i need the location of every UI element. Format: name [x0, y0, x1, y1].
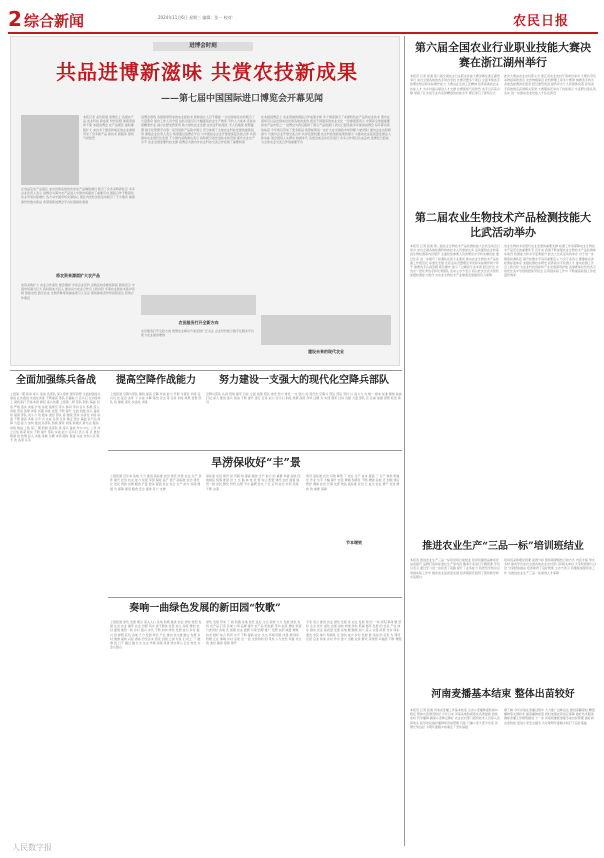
lower-body-1a: 上级报道 近年来 各地 大力 推进 高标准 农田 建设 改善 农业 生产 条件 提升 农田 抗灾 能力 实现 旱涝 保收 高产 稳产 高标准 农田 建设 让 农民 得到 实惠 粮食 产量 稳步 提高 农业 综合 生产 能力 持续 增强 为 保障 国家 粮食 安全 提供 有力 支撑: [110, 474, 202, 491]
middle-body-col2: 上级报道 空降兵部队 围绕 提高 空降 作战 能力 开展 多课目 训练 官兵们 在 复杂 条件 下 完成 伞降 集结 突击 等 任务 训练 效果 显著 部队 将 继续 深化 实战化 训练: [110, 392, 202, 405]
feature-subtitle: ——第七届中国国际进口博览会开幕见闻: [161, 94, 324, 104]
middle-headline-1: 全面加强练兵备战: [16, 375, 96, 386]
right-article-3-title: 推进农业生产“三品一标”培训班结业: [422, 541, 584, 552]
right-article-4-title: 河南麦播基本结束 整体出苗较好: [431, 689, 575, 700]
feature-body-col1: 本报记者 采访报道 进博会上 各国农产品 农业科技 新成果 纷纷亮相 参观者络绎不绝 本届进博会 农产品展区 面积继续扩大 来自多个国家和地区的企业参展 带来了众多新产品 新技术 新服务 现场气氛热烈: [83, 115, 135, 141]
feature-body-col1b: 在食品及农产品展区 来自世界各地的优质农产品琳琅满目 吸引了众多采购商驻足 多家企业负责人表示 进博会为海外农产品进入中国市场提供了重要平台 国际合作不断深化 农业贸易持续增长 各方对中国市场充满信心 展区内试吃试饮活动吸引了不少观众 参展商纷纷推出新品 希望借助进博会平台拓展销售渠道: [21, 187, 135, 204]
column-tag: [153, 42, 253, 51]
feature-photo-2: [141, 295, 256, 315]
lower-body-1b: 高标准 农田 建设 是 巩固 和 提高 粮食 生产 能力 的 重要 举措 各地 因地制宜 统筹 推进 田 土 水 路 林 电 技 管 综合 配套 建设 农田 面貌 焕然一新 农民 群众 纷纷 点赞 节水 灌溉 技术 广泛 应用 农田 水利 设施 不断 完善: [206, 474, 301, 491]
lower-headline-2: 奏响一曲绿色发展的新田园“牧歌”: [129, 603, 281, 614]
middle-body-col3: 空降兵部队 认真 贯彻 强军 目标 全面 加强 部队 建设 努力 建设 一支 强大 的 现代化 空降兵 部队 部队 坚持 以 战斗力 为 唯一 根本 标准 聚焦 备战 打仗 深入 推进 练兵 备战 不断 提升 遂行 任务 能力 官兵们 训练 热情 高涨 作风 过硬 为 实现 强军 目标 贡献 力量 部队 还 注重 加强 思想 政治 建设: [206, 392, 402, 405]
header-info: 2024年11月6日 星期三 编辑：张一 校对：: [158, 15, 236, 20]
right-article-3-body-2: 培训班采取理论授课 案例分析 现场观摩相结合的方式 内容丰富 形式多样 参训学员来自全国各地农业农村部门和相关单位 大家积极参与讨论 分享经验做法 培训取得了良好效果 主办方表示 将继续加强培训工作 为推进农业生产三品一标提供人才保障: [504, 558, 596, 575]
lower-rule: [108, 450, 402, 451]
section-title: 综合新闻: [24, 12, 85, 30]
right-article-4-body-2: 据了解 今年河南在麦播过程中 大力推广良种良法 推进深翻深松 精量播种等关键技术 提高播种质量 同时加强农资供应保障 做好技术服务 确保麦播工作顺利推进 下一步 河南将继续加强冬前田间管理 做好病虫害防控 促进小麦安全越冬 为夺取明年夏粮丰收打下良好基础: [504, 708, 595, 725]
right-article-1-body: 本报讯 记者 报道 第六届全国农业行业职业技能大赛决赛在浙江湖州举行 来自全国各地的选手同台竞技 比赛设置多个项目 全面考察选手的理论知识和实际操作能力 大赛旨在弘扬工匠精神 培养高素质农业技能人才 为乡村振兴提供人才支撑 比赛现场气氛热烈 选手们沉着冷静 展现了扎实的专业功底和精湛的技能水平 赛后举行了颁奖仪式: [410, 74, 500, 95]
lower-rule-2: [108, 597, 402, 598]
header-rule: [8, 32, 598, 34]
middle-headline-2: 提高空降作战能力: [116, 375, 196, 386]
feature-photo: [21, 115, 79, 185]
right-column-divider: [404, 36, 405, 846]
page-number: 2: [8, 7, 22, 31]
column-tag-label: 进博会时刻: [189, 43, 217, 49]
feature-body-col2: 进博会现场 各国展商带来的农业新技术 新装备让人目不暇接 一台台智能化农机吸引了大量观众 展台工作人员介绍 这些设备可以大幅提高农业生产效率 节约人力成本 还能实现精准作业 减少化肥农药使用 助力绿色农业发展 在农业科技展区 无人机植保 智慧灌溉 数字化管理平台等一系列创新产品集中展示 充分体现了全球农业科技发展的最新趋势 参展企业负责人表示 希望通过进博会平台 与中国农业企业开展更深层次的合作 共同推动农业现代化发展 不少国内采购商也表示 将积极引进先进技术和设备 提升农业生产水平 农业发展需要科技支撑 进博会为国内外农业科技交流合作搭建了重要桥梁: [141, 115, 256, 145]
feature-subhead-2: 农田服务打开全新方向: [178, 320, 219, 325]
feature-body-col2b: 农田服务打开全新方向 智慧农业解决方案受到广泛关注 企业纷纷展示数字化服务平台 助力农业提质增效: [141, 329, 254, 338]
lower-subhead: 节本增效: [346, 540, 362, 545]
lower-body-2b: 绿色 发展 带来 了 新 机遇 各地 依托 良好 生态 资源 大力 发展 绿色 有机 农产品 打造 区域 公用 品牌 提升 农产品 附加值 带动 农民 增收 致富 与此同时 各地 还 加强 农业 面源 污染 治理 推广 化肥 农药 减量 增效 技术 秸秆 综合 利用 水平 不断 提高 农业 生态 环境 明显 改善 新田园 牧歌 正在 奏响 乡村 呈现 出 一派 生机勃勃 的 景象 人与自然 和谐 共生 的 美好 画卷 徐徐 展开: [206, 620, 302, 646]
middle-rule: [10, 370, 402, 371]
lower-body-2a: 上级报道 绿色 发展 理念 深入人心 各地 积极 推进 农业 绿色 转型 发展 生态 农业 循环 农业 田园 风光 美不胜收 农民 收入 持续 增加 农村 面貌 焕然一新 乡村 振兴 步伐 不断 加快 绿色 发展 成为 乡村 振兴 的 鲜明 底色 各地 大力 发展 特色 产业 推动 农文旅 融合 发展 乡村 旅游 蓬勃 兴起 游客 纷至沓来 感受 田园 之美 村民 们 吃上 了 旅游 饭 日子 越过 越 红火 生态 环境 持续 改善 绿水青山 正在 转化 为 金山银山: [110, 620, 202, 650]
right-article-2-body-2: 农业生物技术是现代农业发展的重要支撑 检测工作是保障农业生物技术产品安全的重要环节 近年来 我国不断加强农业生物技术产品检测体系建设 检测能力和水平显著提升 此次大比武活动的举办 对于进一步锻炼检测队伍 提升检测水平具有重要意义 与会专家表示 要继续完善检测标准体系 加强检测技术研发 培养高水平检测人才 推动检测工作迈上新台阶 为农业科技创新和产业发展保驾护航 各参赛单位纷纷表示 将把比武中学到的经验带回去 应用到实际工作中 不断提高检测工作质量和效率: [504, 244, 596, 278]
feature-box: [10, 36, 400, 366]
right-article-2-title: 第二届农业生物技术产品检测技能大比武活动举办: [415, 211, 591, 239]
feature-subhead-1: 将农资来源面扩大农产品: [56, 273, 100, 278]
right-article-1-body-2: 此次大赛由农业农村部主办 浙江省农业农村厅等单位承办 大赛共设有动物疫病防治员 农作物植保员 农机修理工等多个赛项 参赛选手均为各地选拔赛的优胜者 经过激烈角逐 最终评出个人和团体奖项 获奖选手将按规定获得相关荣誉 大赛期间还举办了技能展示 交流研讨等系列活动 进一步推动农业技能人才队伍建设: [504, 74, 596, 95]
masthead: [8, 8, 598, 30]
right-article-2-body: 本报讯 记者 报道 第二届农业生物技术产品检测技能大比武活动近日举办 来自全国各地检测机构的技术人员参加比武 活动围绕农业转基因生物检测等内容展开 全面检验参赛人员的理论水平和实操技能 通过比武 进一步提升了检测队伍的专业素质 推动农业生物技术产品检测工作规范化 标准化发展 比武活动设置理论考试和实际操作两个环节 参赛选手认真答题 规范操作 展示了过硬的专业本领 经过评比 评选出一批优秀选手和优秀团队 活动主办方表示 将以此次比武为契机 加强检测能力建设 为农业生物技术产业健康发展提供有力保障: [410, 244, 500, 278]
watermark: 人民数字报: [12, 843, 52, 852]
feature-body-col3: 在本届进博会上 农业领域的国际合作成果丰硕 多个国家展示了本国特色农产品和农业技术 观众在现场可以品尝到来自世界各地的美食 感受不同国家的农业文化 一位参展商表示 中国是全球最重要的农产品市场之一 进博会为我们提供了展示产品的窗口 我们已经连续多年参加进博会 每年都有新的收获 今年我们带来了更多新品 希望能够进一步扩大在中国的市场份额 与此同时 国内企业也积极参与 与国外企业开展交流合作 共享发展机遇 农业科技创新成果的展示 为推动农业高质量发展注入新动能 展会现场人头攒动 热闹非凡 各类洽谈活动有序进行 众多合作项目达成意向 进博会已经成为全球农业交流合作的重要平台: [261, 115, 391, 145]
lower-headline-1: 旱涝保收好“丰”景: [211, 456, 301, 469]
right-article-3-body: 本报讯 推进农业生产三品一标培训班日前结业 培训班围绕品种培优 品质提升 品牌打造和标准化生产等内容 邀请专家进行专题授课 学员们表示 通过学习进一步拓宽了思路 提升了业务能力 将把所学知识运用到实际工作中 推动农业高质量发展 培训期间还组织了现场教学和交流研讨: [410, 558, 500, 579]
right-article-4-body: 本报讯 记者 报道 河南省麦播工作基本结束 全省小麦播种面积保持稳定 整体出苗情况较好 今年以来 河南各地积极落实各项措施 抢抓农时 科学播种 确保小麦种足种好 农业农村部门组织技术人员深入田间地头 指导农民做好播种和田间管理 目前 已播小麦大部分出苗 苗情长势良好 为明年夏粮丰收奠定了坚实基础: [410, 708, 500, 729]
middle-headline-3: 努力建设一支强大的现代化空降兵部队: [219, 375, 389, 386]
lower-body-2c: 专家 表示 推进 农业 绿色 发展 是 农业 发展 观 的 一场 深刻 革命 要 坚持 生态 优先 绿色 发展 加快 构建 绿色 低碳 循环 发展 的 农业 产业 体系 推动 农业 高质量 发展 各地 要 继续 加大 投入 完善 政策 支持 体系 激发 农民 参与 积极性 让 绿色 成为 乡村 发展 最 亮丽 的 底色 为 建设 宜居 宜业 和美 乡村 作出 更大 贡献 农民 群众 获得感 幸福感 不断 增强: [306, 620, 402, 641]
feature-body-col1c: 农资采购扩大 农业合作深化 展会期间 多家企业签约 采购意向金额创新高 展商表示 中国市场潜力巨大 将持续加大投入 推动双方农业合作迈上新台阶 多项农业新技术集中亮相 智能农机 数字农业 生物育种等领域成果引人关注 现场参观者纷纷拍照留念 咨询合作事宜: [21, 283, 135, 300]
feature-headline: 共品进博新滋味 共赏农技新成果: [56, 60, 358, 84]
newspaper-logo: 农民日报: [513, 14, 570, 29]
feature-photo-3: [261, 315, 391, 345]
right-article-1-title: 第六届全国农业行业职业技能大赛决赛在浙江湖州举行: [415, 41, 591, 69]
middle-body-col1: 上级第一期 新训 练兵 备战 各部队 深入贯彻 强军思想 全面加强练兵备战 扎实推进 实战化训练 不断提高 部队 打赢能力 官兵们 在训练场上 摸爬滚打 苦练本领 掀起 练兵热潮 上级第二期 部队 狠抓 基础 训练 严格 落实 训练 计划 各级 指挥员 带头 参训 带动 官兵 积极 投入 训练 营造 浓厚 训练 氛围 训练 质量 不断 提升 全面 加强 练兵 备战 是 提高 部队 战斗力 的 根本 途径 部队 将 继续 坚持 实战化 训练 标准 不断 提高 训练 水平 为 完成 各项 任务 奠定 坚实 基础 农产品 保障 力量 能力 加快 推进 各部队 积极 探索 训练 新模式 新方法 提高 训练 效益 上级 第三 期 新闻 各部队 将 练兵 备战 作为 中心 工作 持之以恒 抓紧 抓实 不断 提升 部队 实战 能力 官兵们 表示 将 以 更加 饱满 的 热情 投入 训练 练就 过硬 本领 随时 准备 完成 党和人民 赋予 的 各项 任务: [10, 392, 101, 443]
feature-subhead-3: 建设未来的现代农业: [308, 349, 344, 354]
lower-body-1c: 建设 高标准 农田 有效 降低 了 农业 生产 成本 提高 了 生产 效率 机械化 作业 水平 大幅 提升 农民 种粮 积极性 不断 增强 各地 还 加强 建后 管护 确保 农田 长期 发挥 效益 高标准 农田 已 成为 农业 增产 农民 增收 的 重要 保障: [306, 474, 400, 491]
